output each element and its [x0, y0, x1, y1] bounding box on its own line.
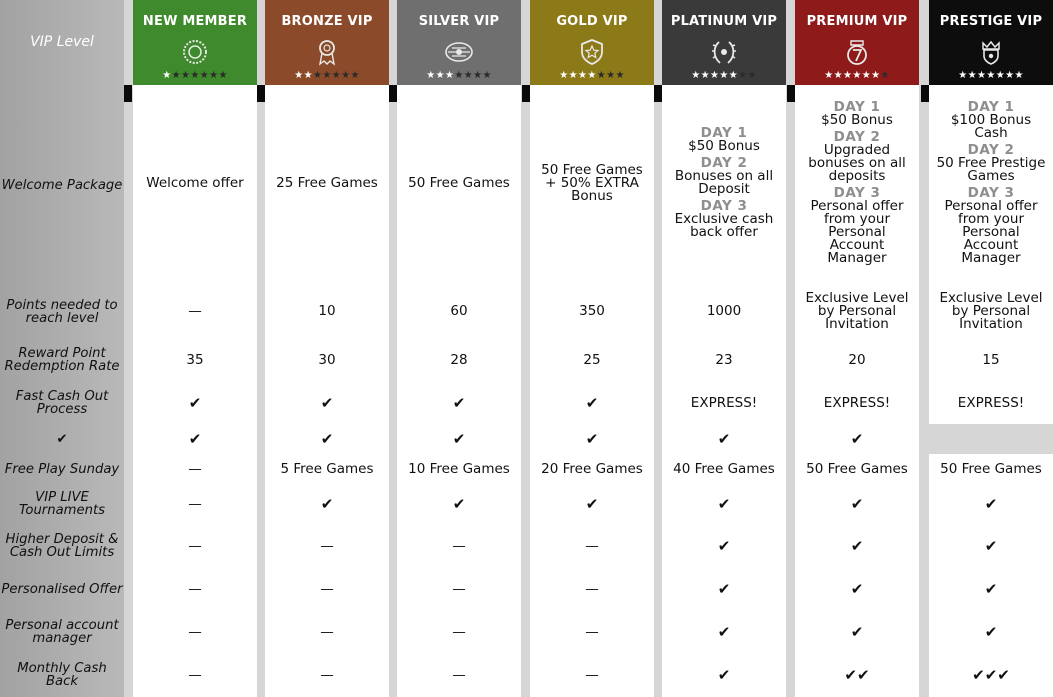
points-cell [530, 285, 654, 338]
day-label: DAY 2 [700, 155, 748, 171]
higher-limits-cell [795, 524, 919, 568]
star-filled-icon: ★ [709, 70, 720, 81]
redemption-rate-cell-value: 15 [982, 351, 1000, 368]
star-filled-icon: ★ [824, 70, 834, 81]
level-header [265, 0, 389, 85]
fast-cash-out-cell-value: ✔ [320, 393, 334, 412]
row-label-vip-live [0, 484, 124, 524]
fast-cash-out-cell [929, 382, 1053, 424]
account-manager-cell [929, 611, 1053, 653]
medal-ring-icon [180, 37, 210, 67]
checkmark-cell [265, 424, 389, 454]
monthly-cash-back-cell [929, 653, 1053, 697]
higher-limits-cell-value: — [188, 537, 202, 554]
fast-cash-out-cell [397, 382, 521, 424]
row-label-text: Fast Cash Out Process [15, 389, 109, 417]
vip-level-column [795, 0, 919, 697]
crown-shield-icon [976, 37, 1006, 67]
star-filled-icon: ★ [719, 70, 729, 81]
checkmark-cell-value: ✔ [585, 429, 599, 448]
star-rating [397, 70, 521, 82]
monthly-cash-back-cell [795, 653, 919, 697]
redemption-rate-cell [662, 338, 786, 382]
welcome-offer-text: 50 Free Games + 50% EXTRA Bonus [541, 161, 643, 204]
points-cell-value: 60 [450, 303, 468, 319]
star-filled-icon: ★ [967, 70, 977, 81]
column-divider [124, 85, 132, 102]
column-divider [654, 85, 662, 102]
personalised-offer-cell-value: — [452, 581, 466, 597]
account-manager-cell-value: — [188, 623, 202, 640]
star-filled-icon: ★ [861, 70, 872, 81]
welcome-package-cell [133, 85, 257, 285]
welcome-offer-text: Upgraded bonuses on all deposits [808, 142, 906, 184]
personalised-offer-cell-value: ✔ [850, 580, 864, 598]
personalised-offer-cell [795, 568, 919, 611]
redemption-rate-cell-value: 20 [848, 351, 866, 368]
account-manager-cell-value: ✔ [717, 622, 731, 641]
monthly-cash-back-cell-value: ✔✔✔ [972, 665, 1010, 684]
star-filled-icon: ★ [577, 70, 588, 81]
star-filled-icon: ★ [303, 70, 313, 81]
level-header [530, 0, 654, 85]
free-play-sunday-cell [397, 454, 521, 484]
account-manager-cell [795, 611, 919, 653]
points-cell [133, 285, 257, 338]
personalised-offer-cell-value: ✔ [717, 580, 731, 598]
vip-live-cell-value: ✔ [850, 494, 864, 513]
row-label-account-manager [0, 611, 124, 653]
welcome-offer-text: Personal offer from your Personal Account Manager [944, 198, 1038, 266]
welcome-offer-text: Personal offer from your Personal Account Manager [810, 198, 904, 266]
level-header [795, 0, 919, 85]
personalised-offer-cell [133, 568, 257, 611]
star-filled-icon: ★ [162, 70, 172, 81]
monthly-cash-back-cell-value: — [188, 666, 202, 683]
vip-level-column [397, 0, 521, 697]
monthly-cash-back-cell-value: — [585, 666, 599, 683]
free-play-sunday-cell [795, 454, 919, 484]
vip-live-cell-value: ✔ [717, 494, 731, 513]
star-empty-icon: ★ [596, 70, 607, 81]
higher-limits-cell [530, 524, 654, 568]
star-empty-icon: ★ [350, 70, 360, 81]
monthly-cash-back-cell [530, 653, 654, 697]
account-manager-cell [662, 611, 786, 653]
vip-level-column [530, 0, 654, 697]
star-filled-icon: ★ [958, 70, 968, 81]
checkmark-cell [662, 424, 786, 454]
higher-limits-cell [929, 524, 1053, 568]
star-empty-icon: ★ [606, 70, 616, 81]
row-label-free-play-sunday [0, 454, 124, 484]
star-filled-icon: ★ [587, 70, 597, 81]
star-filled-icon: ★ [700, 70, 710, 81]
star-empty-icon: ★ [463, 70, 474, 81]
star-filled-icon: ★ [976, 70, 987, 81]
star-filled-icon: ★ [559, 70, 569, 81]
redemption-rate-cell-value: 35 [186, 351, 204, 368]
day-label: DAY 3 [700, 198, 748, 214]
level-title: BRONZE VIP [281, 14, 373, 29]
higher-limits-cell-value: — [585, 537, 599, 554]
star-rating [795, 70, 919, 82]
fast-cash-out-cell [265, 382, 389, 424]
personalised-offer-cell [397, 568, 521, 611]
checkmark-cell [530, 424, 654, 454]
star-empty-icon: ★ [341, 70, 351, 81]
account-manager-cell-value: — [452, 623, 466, 640]
column-divider [389, 85, 397, 102]
redemption-rate-cell-value: 30 [318, 351, 336, 368]
star-shield-icon [577, 37, 607, 67]
row-label-text: Personalised Offer [1, 582, 123, 597]
star-rating [929, 70, 1053, 82]
higher-limits-cell-value: ✔ [850, 536, 864, 555]
redemption-rate-cell [530, 338, 654, 382]
star-filled-icon: ★ [995, 70, 1006, 81]
redemption-rate-cell [929, 338, 1053, 382]
vip-level-column [929, 0, 1053, 697]
star-filled-icon: ★ [986, 70, 996, 81]
day-label: DAY 1 [833, 99, 881, 115]
level-title: PRESTIGE VIP [939, 14, 1043, 29]
level-title: PREMIUM VIP [806, 14, 908, 29]
star-filled-icon: ★ [435, 70, 445, 81]
vip-live-cell [929, 484, 1053, 524]
level-header [133, 0, 257, 85]
row-label-vip-level [0, 0, 124, 85]
higher-limits-cell [133, 524, 257, 568]
checkmark-cell-value: ✔ [850, 429, 864, 448]
vip-live-cell-value: ✔ [320, 494, 334, 513]
star-rating [662, 70, 786, 82]
star-filled-icon: ★ [568, 70, 578, 81]
vip-live-cell [265, 484, 389, 524]
redemption-rate-cell [265, 338, 389, 382]
vip-level-column [662, 0, 786, 697]
account-manager-cell [133, 611, 257, 653]
star-empty-icon: ★ [747, 70, 757, 81]
star-empty-icon: ★ [209, 70, 219, 81]
level-title: PLATINUM VIP [670, 14, 778, 29]
row-label-checkmark-row [0, 424, 124, 454]
row-label-text: VIP LIVE Tournaments [18, 490, 106, 518]
points-cell [795, 285, 919, 338]
account-manager-cell-value: — [585, 623, 599, 640]
welcome-offer-text: $50 Bonus [688, 138, 760, 154]
row-label-higher-limits [0, 524, 124, 568]
star-empty-icon: ★ [312, 70, 323, 81]
checkmark-cell-value: ✔ [452, 429, 466, 448]
row-label-text: Higher Deposit & Cash Out Limits [5, 532, 119, 560]
monthly-cash-back-cell-value: ✔✔ [844, 665, 870, 684]
free-play-sunday-cell [530, 454, 654, 484]
points-cell-value: — [188, 303, 202, 319]
monthly-cash-back-cell-value: — [452, 666, 466, 683]
column-divider [257, 85, 265, 102]
monthly-cash-back-cell [397, 653, 521, 697]
fast-cash-out-cell [530, 382, 654, 424]
star-empty-icon: ★ [218, 70, 228, 81]
higher-limits-cell-value: — [320, 537, 334, 554]
star-empty-icon: ★ [880, 70, 890, 81]
monthly-cash-back-cell-value: ✔ [717, 665, 731, 684]
column-divider [522, 85, 530, 102]
star-rating [530, 70, 654, 82]
redemption-rate-cell-value: 28 [450, 351, 468, 368]
welcome-package-cell [929, 85, 1053, 285]
personalised-offer-cell [530, 568, 654, 611]
star-filled-icon: ★ [833, 70, 843, 81]
personalised-offer-cell-value: ✔ [984, 580, 998, 598]
personalised-offer-cell-value: — [188, 581, 202, 597]
vip-live-cell [397, 484, 521, 524]
laurel-wreath-icon [709, 37, 739, 67]
points-cell-value: Exclusive Level by Personal Invitation [805, 290, 909, 332]
welcome-offer-text: Exclusive cash back offer [674, 211, 774, 240]
vip-live-cell [795, 484, 919, 524]
points-cell [929, 285, 1053, 338]
account-manager-cell-value: — [320, 623, 334, 640]
personalised-offer-cell [265, 568, 389, 611]
row-label-redemption-rate [0, 338, 124, 382]
row-label-text: ✔ [56, 431, 68, 447]
higher-limits-cell-value: — [452, 537, 466, 554]
star-empty-icon: ★ [482, 70, 492, 81]
level-header [929, 0, 1053, 85]
welcome-offer-text: 25 Free Games [276, 174, 378, 191]
monthly-cash-back-cell [133, 653, 257, 697]
level-header [662, 0, 786, 85]
day-label: DAY 3 [833, 185, 881, 201]
monthly-cash-back-cell [265, 653, 389, 697]
star-rating [133, 70, 257, 82]
fast-cash-out-cell-value: ✔ [585, 393, 599, 412]
checkmark-cell [397, 424, 521, 454]
row-label-monthly-cash-back [0, 653, 124, 697]
higher-limits-cell-value: ✔ [984, 536, 998, 555]
personalised-offer-cell-value: — [320, 581, 334, 597]
free-play-sunday-cell [929, 454, 1053, 484]
day-label: DAY 2 [833, 129, 881, 145]
level-header [397, 0, 521, 85]
star-empty-icon: ★ [322, 70, 332, 81]
free-play-sunday-cell-value: 20 Free Games [541, 460, 643, 477]
row-label-fast-cash-out [0, 382, 124, 424]
star-empty-icon: ★ [180, 70, 191, 81]
account-manager-cell [265, 611, 389, 653]
welcome-offer-text: 50 Free Games [408, 174, 510, 191]
free-play-sunday-cell [662, 454, 786, 484]
welcome-package-cell [530, 85, 654, 285]
star-empty-icon: ★ [473, 70, 483, 81]
welcome-offer-text: Welcome offer [146, 174, 244, 191]
star-empty-icon: ★ [615, 70, 625, 81]
winged-emblem-icon [444, 37, 474, 67]
star-empty-icon: ★ [199, 70, 210, 81]
star-empty-icon: ★ [171, 70, 181, 81]
free-play-sunday-cell-value: 50 Free Games [806, 460, 908, 477]
free-play-sunday-cell-value: 50 Free Games [940, 460, 1042, 477]
star-filled-icon: ★ [842, 70, 853, 81]
free-play-sunday-cell [265, 454, 389, 484]
row-label-points-needed [0, 285, 124, 338]
checkmark-cell [795, 424, 919, 454]
vip-level-column [265, 0, 389, 697]
higher-limits-cell [265, 524, 389, 568]
fast-cash-out-cell-value: ✔ [188, 393, 202, 412]
checkmark-cell-value: ✔ [717, 429, 731, 448]
free-play-sunday-cell-value: 5 Free Games [280, 460, 374, 477]
points-cell [397, 285, 521, 338]
free-play-sunday-cell-value: 40 Free Games [673, 460, 775, 477]
points-cell [662, 285, 786, 338]
points-cell [265, 285, 389, 338]
account-manager-cell [397, 611, 521, 653]
star-filled-icon: ★ [1014, 70, 1024, 81]
column-divider [921, 85, 929, 102]
welcome-package-cell [662, 85, 786, 285]
star-filled-icon: ★ [728, 70, 739, 81]
star-empty-icon: ★ [190, 70, 200, 81]
star-filled-icon: ★ [691, 70, 701, 81]
star-filled-icon: ★ [871, 70, 881, 81]
monthly-cash-back-cell [662, 653, 786, 697]
vip-live-cell-value: ✔ [585, 494, 599, 513]
vip-live-cell-value: ✔ [452, 494, 466, 513]
fast-cash-out-cell-value: EXPRESS! [823, 394, 891, 411]
checkmark-cell-value: ✔ [320, 429, 334, 448]
empty-cell-gap [929, 424, 1054, 454]
checkmark-cell [133, 424, 257, 454]
day-label: DAY 3 [967, 185, 1015, 201]
welcome-offer-text: $100 Bonus Cash [950, 112, 1032, 141]
fast-cash-out-cell-value: ✔ [452, 393, 466, 412]
vip-live-cell [530, 484, 654, 524]
vip-live-cell [662, 484, 786, 524]
welcome-package-cell [397, 85, 521, 285]
rosette-icon [312, 37, 342, 67]
row-label-text: Points needed to reach level [6, 297, 118, 326]
redemption-rate-cell-value: 25 [583, 351, 601, 368]
account-manager-cell-value: ✔ [850, 622, 864, 641]
redemption-rate-cell [133, 338, 257, 382]
account-manager-cell-value: ✔ [984, 622, 998, 641]
star-empty-icon: ★ [454, 70, 464, 81]
row-label-text: Welcome Package [1, 177, 123, 193]
day-label: DAY 1 [700, 125, 748, 141]
level-title: NEW MEMBER [142, 14, 248, 29]
day-label: DAY 1 [967, 99, 1015, 115]
personalised-offer-cell [662, 568, 786, 611]
welcome-package-cell [795, 85, 919, 285]
vip-level-column [133, 0, 257, 697]
star-rating [265, 70, 389, 82]
fast-cash-out-cell-value: EXPRESS! [690, 394, 758, 411]
row-label-text: Free Play Sunday [4, 461, 120, 477]
higher-limits-cell [397, 524, 521, 568]
vip-live-cell-value: — [188, 495, 202, 512]
row-label-text: Personal account manager [5, 618, 119, 646]
welcome-package-cell [265, 85, 389, 285]
redemption-rate-cell [795, 338, 919, 382]
vip-live-cell-value: ✔ [984, 494, 998, 513]
personalised-offer-cell-value: — [585, 581, 599, 597]
points-cell-value: 10 [318, 303, 336, 319]
fast-cash-out-cell [662, 382, 786, 424]
redemption-rate-cell [397, 338, 521, 382]
fast-cash-out-cell [795, 382, 919, 424]
free-play-sunday-cell-value: 10 Free Games [408, 460, 510, 477]
higher-limits-cell [662, 524, 786, 568]
star-filled-icon: ★ [852, 70, 862, 81]
level-title: SILVER VIP [418, 14, 500, 29]
row-label-text: VIP Level [30, 34, 94, 50]
row-label-text: Reward Point Redemption Rate [4, 346, 120, 374]
welcome-offer-text: 50 Free Prestige Games [936, 155, 1046, 184]
points-cell-value: 350 [579, 303, 605, 319]
welcome-offer-text: $50 Bonus [821, 112, 893, 128]
checkmark-cell-value: ✔ [188, 429, 202, 448]
day-label: DAY 2 [967, 142, 1015, 158]
row-label-personalised-offer [0, 568, 124, 611]
account-manager-cell [530, 611, 654, 653]
star-filled-icon: ★ [444, 70, 455, 81]
personalised-offer-cell [929, 568, 1053, 611]
row-label-text: Monthly Cash Back [17, 661, 107, 689]
monthly-cash-back-cell-value: — [320, 666, 334, 683]
number-seven-badge-icon [842, 37, 872, 67]
free-play-sunday-cell-value: — [188, 460, 202, 477]
star-empty-icon: ★ [738, 70, 748, 81]
redemption-rate-cell-value: 23 [715, 351, 733, 368]
level-title: GOLD VIP [556, 14, 628, 29]
star-filled-icon: ★ [1005, 70, 1015, 81]
row-label-welcome-package [0, 85, 124, 285]
fast-cash-out-cell-value: EXPRESS! [957, 394, 1025, 411]
star-filled-icon: ★ [294, 70, 304, 81]
column-divider [787, 85, 795, 102]
free-play-sunday-cell [133, 454, 257, 484]
higher-limits-cell-value: ✔ [717, 536, 731, 555]
fast-cash-out-cell [133, 382, 257, 424]
welcome-offer-text: Bonuses on all Deposit [674, 168, 774, 197]
points-cell-value: 1000 [706, 303, 742, 319]
vip-live-cell [133, 484, 257, 524]
star-empty-icon: ★ [331, 70, 342, 81]
star-filled-icon: ★ [426, 70, 436, 81]
points-cell-value: Exclusive Level by Personal Invitation [939, 290, 1043, 332]
